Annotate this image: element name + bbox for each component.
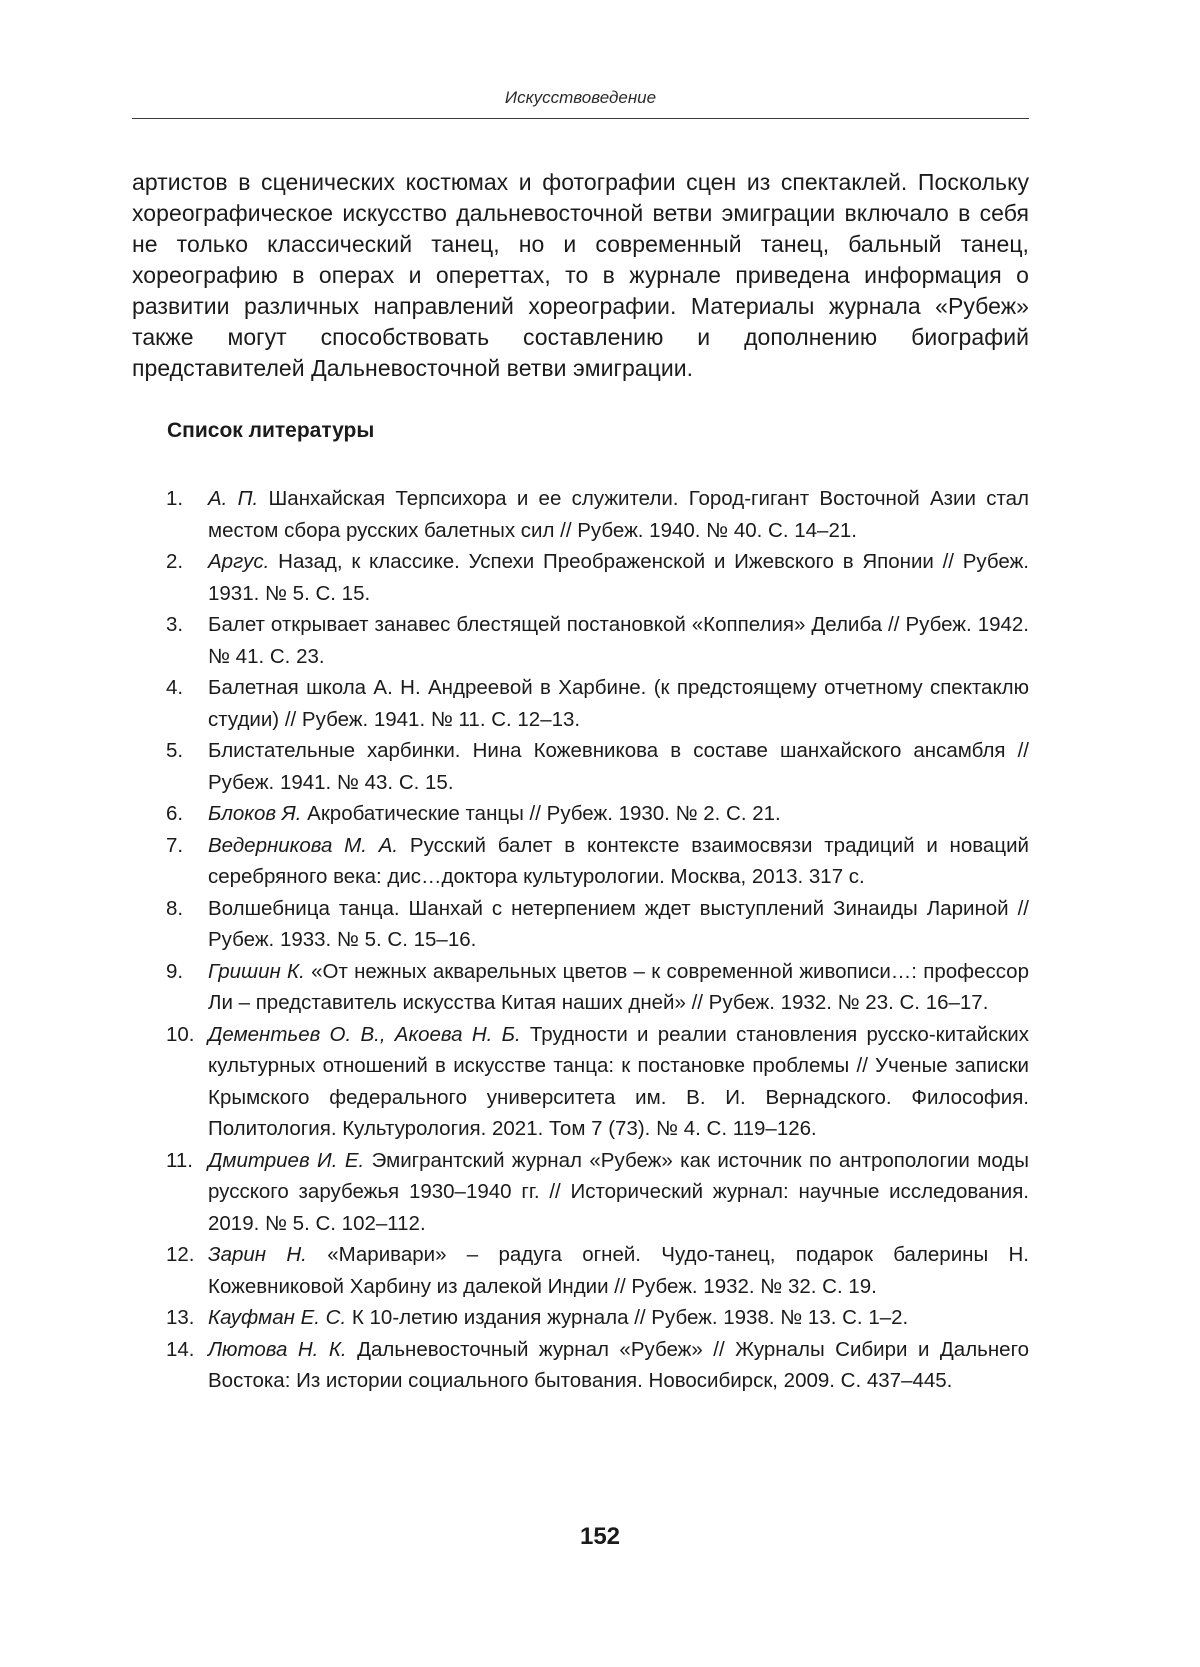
reference-author: Лютова Н. К.: [208, 1337, 347, 1361]
reference-text: Блистательные харбинки. Нина Кожевникова в составе шанхайского ансамбля // Рубеж. 1941. № 43. С. 15.: [208, 739, 1029, 794]
reference-item: [132, 798, 1029, 830]
reference-item: [132, 735, 1029, 798]
reference-text: Шанхайская Терпсихора и ее служители. Город-гигант Восточной Азии стал местом сбора русских балетных сил // Рубеж. 1940. № 40. С. 14–21.: [208, 487, 1030, 542]
page-number: 152: [579, 1523, 621, 1550]
header-rule: [132, 118, 1029, 119]
reference-text: Акробатические танцы // Рубеж. 1930. № 2. С. 21.: [301, 802, 781, 825]
reference-text: Русский балет в контексте взаимосвязи традиций и новаций серебряного века: дис…доктора культурологии. Москва, 2013. 317 с.: [208, 833, 1029, 888]
reference-text: Балетная школа А. Н. Андреевой в Харбине. (к предстоящему отчетному спектаклю студии) // Рубеж. 1941. № 11. С. 12–13.: [208, 676, 1029, 731]
reference-text: «От нежных акварельных цветов – к современной живописи…: профессор Ли – представитель искусства Китая наших дней» // Рубеж. 1932. № 23. С. 16–17.: [208, 959, 1029, 1014]
reference-author: Аргус.: [208, 550, 270, 573]
reference-author: Дементьев О. В., Акоева Н. Б.: [208, 1022, 521, 1046]
reference-number: 8.: [166, 896, 184, 920]
reference-item: [132, 483, 1029, 546]
references-title: Список литературы: [167, 419, 375, 442]
references-list: [132, 483, 1029, 1397]
reference-number: 9.: [166, 959, 184, 983]
reference-number: 13.: [166, 1306, 195, 1329]
reference-number: 11.: [166, 1148, 193, 1172]
running-header-title: Искусствоведение: [504, 88, 657, 107]
reference-text: Балет открывает занавес блестящей постановкой «Коппелия» Делиба // Рубеж. 1942. № 41. С. 23.: [208, 613, 1029, 668]
reference-item: [132, 956, 1029, 1019]
reference-item: [132, 830, 1029, 893]
reference-number: 2.: [166, 550, 184, 573]
reference-text: Эмигрантский журнал «Рубеж» как источник по антропологии моды русского зарубежья 1930–1940 гг. // Исторический журнал: научные исследования. 2019. № 5. С. 102–112.: [208, 1148, 1029, 1235]
reference-author: Блоков Я.: [208, 802, 302, 825]
reference-number: 5.: [166, 739, 184, 762]
reference-item: [132, 609, 1029, 672]
reference-text: Трудности и реалии становления русско-китайских культурных отношений в искусстве танца: к постановке проблемы // Ученые записки Крымского федерального университета им. В. И. Вернадского. Философия. Политология. Культурология. 2021. Том 7 (73). № 4. С. 119–126.: [208, 1022, 1029, 1140]
reference-item: [132, 1302, 1029, 1334]
reference-number: 14.: [166, 1337, 195, 1361]
reference-number: 7.: [166, 833, 184, 857]
reference-number: 4.: [166, 676, 184, 699]
reference-text: «Маривари» – радуга огней. Чудо-танец, подарок балерины Н. Кожевниковой Харбину из далекой Индии // Рубеж. 1932. № 32. С. 19.: [208, 1243, 1030, 1298]
reference-item: [132, 1334, 1029, 1397]
reference-author: Дмитриев И. Е.: [208, 1148, 365, 1172]
reference-text: Дальневосточный журнал «Рубеж» // Журналы Сибири и Дальнего Востока: Из истории социального бытования. Новосибирск, 2009. С. 437–445.: [208, 1337, 1029, 1392]
reference-number: 1.: [166, 487, 184, 510]
reference-author: Кауфман Е. С.: [208, 1306, 347, 1329]
reference-author: Зарин Н.: [208, 1243, 307, 1266]
reference-item: [132, 1019, 1029, 1145]
reference-number: 3.: [166, 613, 184, 636]
reference-item: [132, 672, 1029, 735]
reference-item: [132, 893, 1029, 956]
reference-author: А. П.: [208, 487, 259, 510]
reference-author: Гришин К.: [208, 959, 305, 983]
reference-text: Волшебница танца. Шанхай с нетерпением ждет выступлений Зинаиды Лариной // Рубеж. 1933. № 5. С. 15–16.: [208, 896, 1029, 951]
body-paragraph: артистов в сценических костюмах и фотографии сцен из спектаклей. Поскольку хореографическое искусство дальневосточной ветви эмиграции включало в себя не только классический танец, но и современный танец, бальный танец, хореографию в операх и опереттах, то в журнале приведена информация о развитии различных направлений хореографии. Материалы журнала «Рубеж» также могут способствовать составлению и дополнению биографий представителей Дальневосточной ветви эмиграции.: [132, 169, 1029, 381]
reference-text: Назад, к классике. Успехи Преображенской и Ижевского в Японии // Рубеж. 1931. № 5. С. 15.: [208, 550, 1029, 605]
reference-number: 12.: [166, 1243, 195, 1266]
reference-author: Ведерникова М. А.: [208, 833, 399, 857]
reference-item: [132, 1239, 1029, 1302]
reference-number: 10.: [166, 1022, 195, 1046]
reference-item: [132, 546, 1029, 609]
reference-number: 6.: [166, 802, 184, 825]
reference-item: [132, 1145, 1029, 1240]
reference-text: К 10-летию издания журнала // Рубеж. 1938. № 13. С. 1–2.: [346, 1306, 909, 1329]
